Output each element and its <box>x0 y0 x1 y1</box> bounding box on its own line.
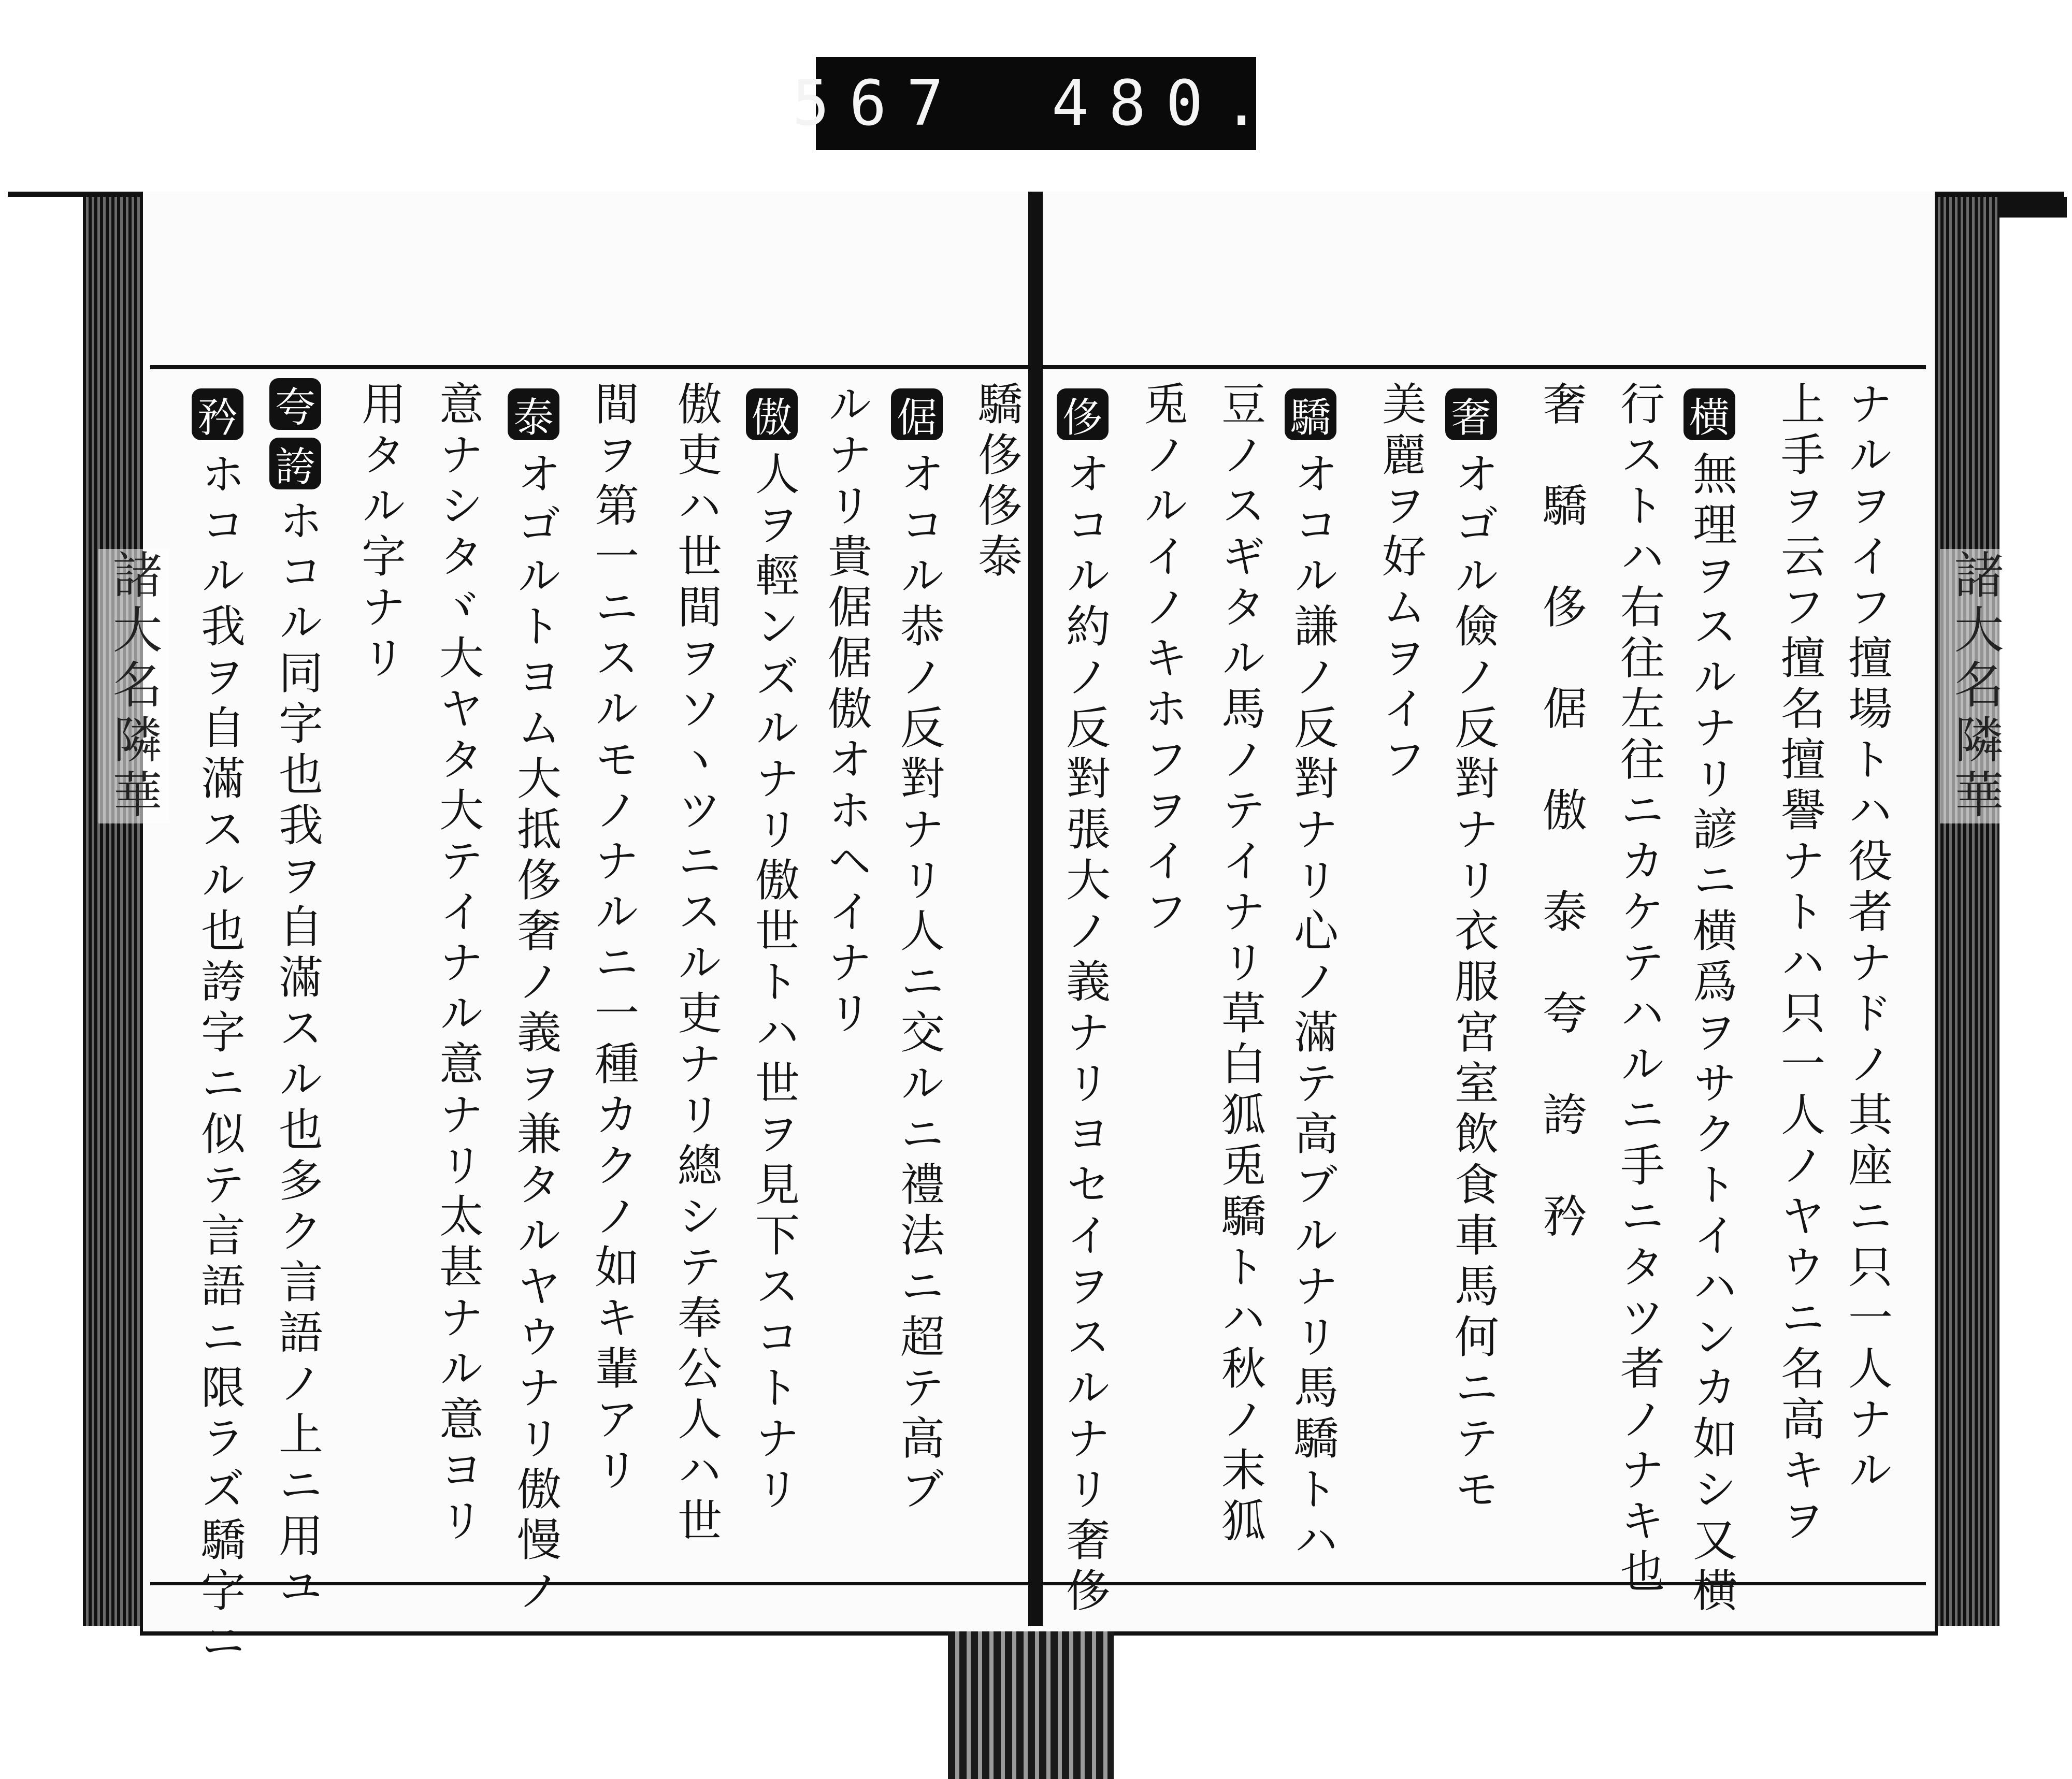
left-page-side-title: 諸大名隣華 <box>98 549 169 823</box>
headword-yoko: 横 <box>1684 388 1735 440</box>
label-left-number: 567 <box>792 67 963 140</box>
left-col-2: オコル恭ノ反對ナリ人ニ交ルニ禮法ニ超テ高ブ <box>893 451 944 1516</box>
headword-ka: 夸 <box>269 378 321 430</box>
right-col-11: オコル約ノ反對張大ノ義ナリヨセイヲスルナリ奢侈 <box>1058 451 1110 1618</box>
headword-go: 傲 <box>746 388 798 440</box>
left-col-4: 人ヲ輕ンズルナリ傲世トハ世ヲ見下スコトナリ <box>747 451 799 1516</box>
right-col-8: オコル謙ノ反對ナリ心ノ滿テ高ブルナリ馬驕トハ <box>1286 451 1338 1567</box>
left-col-10: ホコル同字也我ヲ自滿スル也多ク言語ノ上ニ用ユ <box>271 497 323 1614</box>
right-page-side-title: 諸大名隣華 <box>1940 549 2011 823</box>
right-col-5: 奢 驕 侈 倨 傲 泰 夸 誇 矜 <box>1535 381 1587 1243</box>
left-col-5: 傲吏ハ世間ヲソヽツニスル吏ナリ總シテ奉公人ハ世 <box>670 381 722 1548</box>
book-fore-edge-left <box>83 197 140 1626</box>
left-col-9: 用タル字ナリ <box>354 381 406 685</box>
left-page-frame-top <box>150 365 1028 369</box>
left-col-3: ルナリ貴倨倨傲オホヘイナリ <box>820 381 872 1040</box>
headword-kyo-2: 倨 <box>891 388 943 440</box>
book-fore-edge-right <box>1935 197 1999 1626</box>
right-col-4: 行ストハ右往左往ニカケテハルニ手ニタツ者ノナキ也 <box>1613 381 1664 1599</box>
headword-kin: 矜 <box>192 388 243 440</box>
right-col-3: 無理ヲスルナリ諺ニ横爲ヲサクトイハンカ如シ又横 <box>1685 451 1737 1618</box>
headword-kyo: 驕 <box>1285 388 1336 440</box>
label-right-number: 480. <box>1051 67 1280 140</box>
archive-label <box>792 57 1280 150</box>
right-col-6: オゴル儉ノ反對ナリ衣服宮室飲食車馬何ニテモ <box>1447 451 1499 1516</box>
left-col-1: 驕侈侈泰 <box>970 381 1022 584</box>
right-col-9: 豆ノスギタル馬ノテイナリ草白狐兎驕トハ秋ノ末狐 <box>1214 381 1265 1548</box>
headword-tai: 泰 <box>508 388 559 440</box>
right-col-2: 上手ヲ云フ擅名擅譽ナトハ只一人ノヤウニ名高キヲ <box>1773 381 1825 1548</box>
left-col-11: ホコル我ヲ自滿スル也誇字ニ似テ言語ニ限ラズ驕字ニ <box>193 451 245 1669</box>
book-gutter <box>1028 192 1043 1626</box>
left-col-6: 間ヲ第一ニスルモノナルニ一種カクノ如キ輩アリ <box>587 381 639 1497</box>
right-col-1: ナルヲイフ擅場トハ役者ナドノ其座ニ只一人ナル <box>1840 381 1892 1497</box>
headword-sha: 奢 <box>1445 388 1497 440</box>
left-col-7: オゴルトヨム大抵侈奢ノ義ヲ兼タルヤウナリ傲慢ノ <box>509 451 561 1618</box>
right-page-frame-top <box>1043 365 1926 369</box>
right-col-10: 兎ノルイノキホフヲイフ <box>1136 381 1188 939</box>
headword-ko: 誇 <box>269 438 321 489</box>
headword-shi: 侈 <box>1057 388 1109 440</box>
right-page-frame-bottom <box>1043 1582 1926 1585</box>
left-col-8: 意ナシタヾ大ヤタ大テイナル意ナリ太甚ナル意ヨリ <box>431 381 483 1548</box>
right-col-7: 美麗ヲ好ムヲイフ <box>1374 381 1426 787</box>
binding-clip <box>948 1631 1114 1779</box>
